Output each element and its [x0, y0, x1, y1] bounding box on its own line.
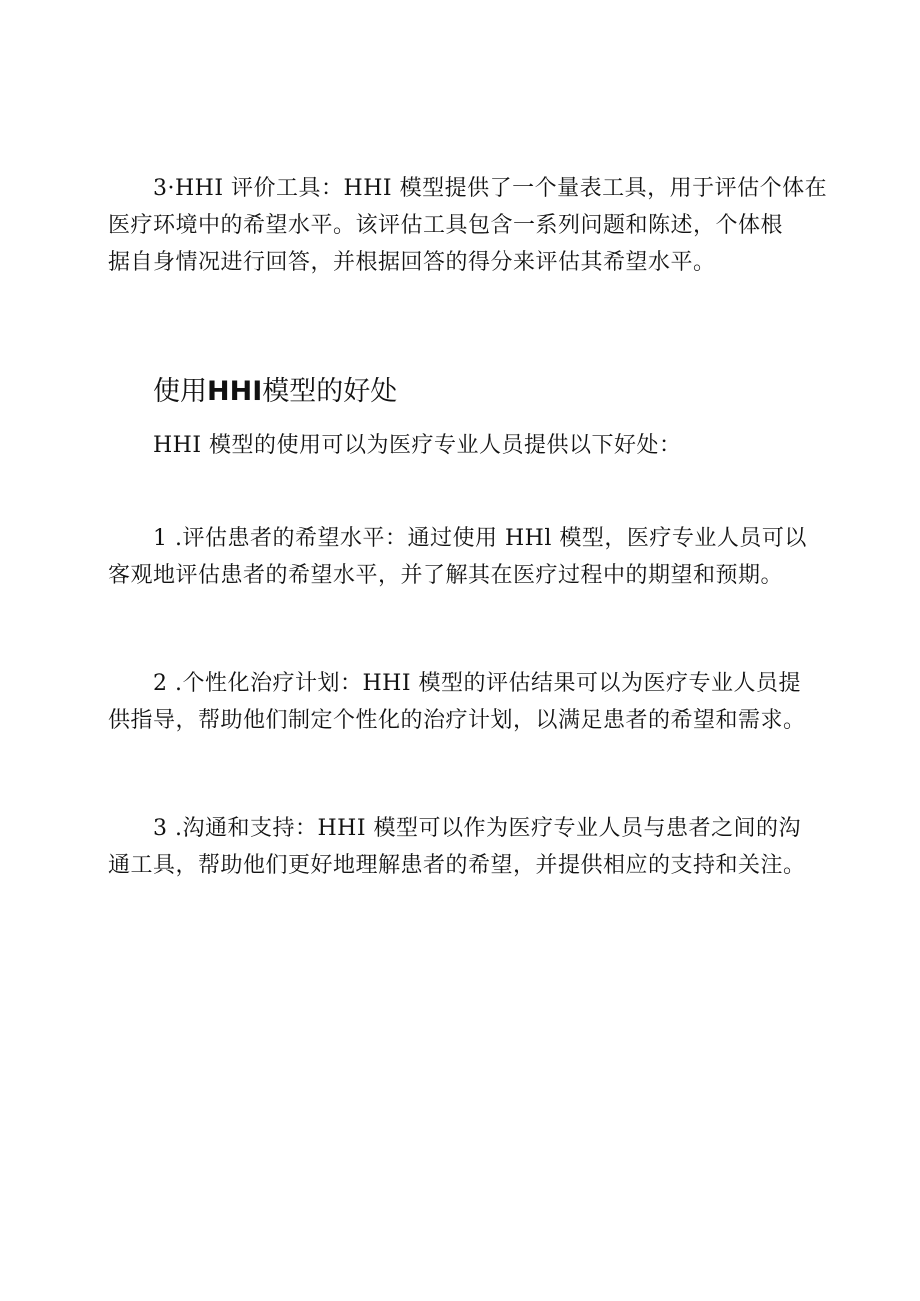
- paragraph-line: 据自身情况进行回答，并根据回答的得分来评估其希望水平。: [108, 250, 716, 275]
- hhi-tool-paragraph: [108, 170, 828, 281]
- heading-bold: HHI: [207, 376, 263, 407]
- paragraph-line: 1 .评估患者的希望水平：通过使用 HHl 模型，医疗专业人员可以: [153, 526, 807, 551]
- benefit-item-2: [108, 665, 828, 739]
- heading-suffix: 模型的好处: [262, 376, 398, 407]
- paragraph-line: 供指导，帮助他们制定个性化的治疗计划，以满足患者的希望和需求。: [108, 708, 806, 733]
- benefit-item-1: [108, 520, 828, 594]
- paragraph-line: 2 .个性化治疗计划：HHI 模型的评估结果可以为医疗专业人员提: [153, 671, 802, 696]
- section-heading: [153, 372, 397, 412]
- paragraph-line: HHI 模型的使用可以为医疗专业人员提供以下好处：: [153, 433, 682, 458]
- paragraph-line: 3 .沟通和支持：HHI 模型可以作为医疗专业人员与患者之间的沟: [153, 816, 802, 841]
- heading-prefix: 使用: [153, 376, 207, 407]
- paragraph-line: 医疗环境中的希望水平。该评估工具包含一系列问题和陈述，个体根: [108, 213, 784, 238]
- paragraph-line: 3·HHI 评价工具：HHI 模型提供了一个量表工具，用于评估个体在: [153, 176, 828, 201]
- paragraph-line: 通工具，帮助他们更好地理解患者的希望，并提供相应的支持和关注。: [108, 853, 806, 878]
- benefit-item-3: [108, 810, 828, 884]
- paragraph-line: 客观地评估患者的希望水平，并了解其在医疗过程中的期望和预期。: [108, 563, 784, 588]
- benefits-intro: [108, 427, 828, 464]
